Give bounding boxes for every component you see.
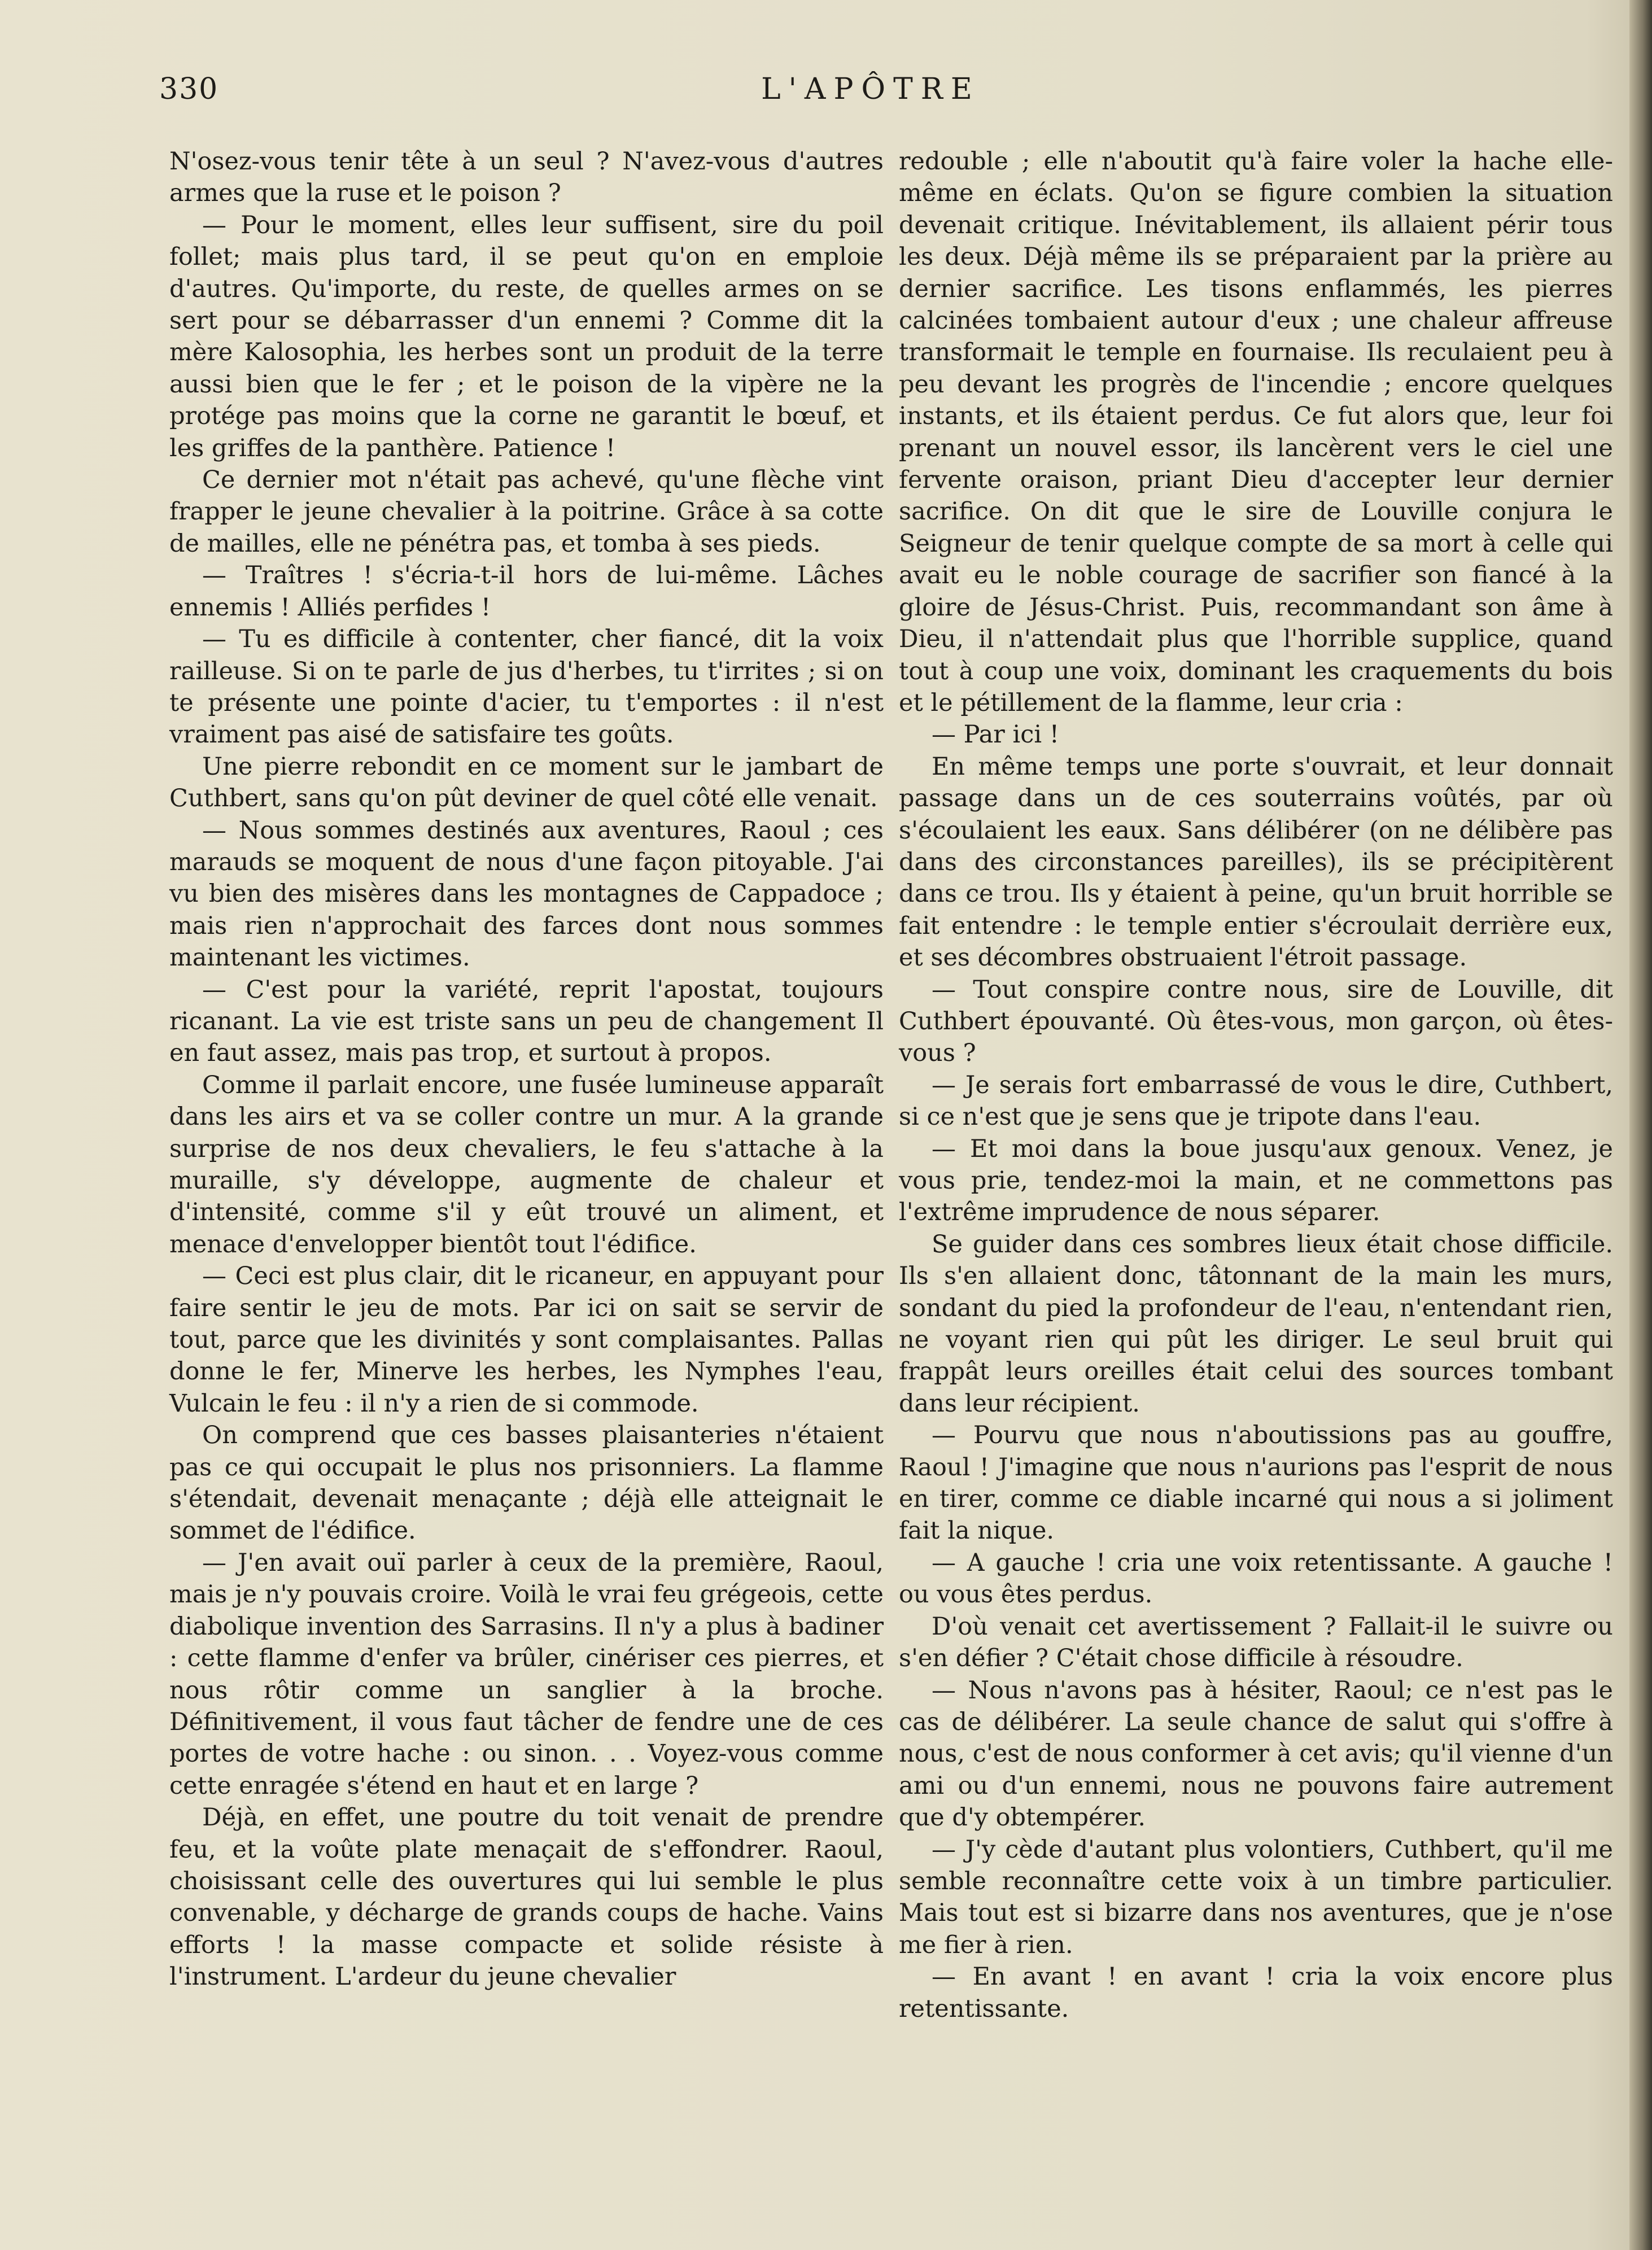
paragraph: — J'en avait ouï parler à ceux de la première, Raoul, mais je n'y pouvais croire. Voilà le vrai feu grégeois, cette diabolique invention des Sarrasins. Il n'y a plus à badiner : cette flamme d'enfer va brûler, cinériser ces pierres, et nous rôtir comme un sanglier à la broche. Définitivement, il vous faut tâcher de fendre une de ces portes de votre hache : ou sinon. . . Voyez-vous comme cette enragée s'étend en haut et en large ? bbox=[169, 1548, 884, 1800]
paragraph: Comme il parlait encore, une fusée lumineuse apparaît dans les airs et va se coller contre un mur. A la grande surprise de nos deux chevaliers, le feu s'attache à la muraille, s'y développe, augmente de chaleur et d'intensité, comme s'il y eût trouvé un aliment, et menace d'envelopper bientôt tout l'édifice. bbox=[169, 1071, 884, 1259]
paragraph: Ce dernier mot n'était pas achevé, qu'une flèche vint frapper le jeune chevalier à la poitrine. Grâce à sa cotte de mailles, elle ne pénétra pas, et tomba à ses pieds. bbox=[169, 466, 884, 558]
right-text-column bbox=[899, 146, 1613, 2025]
paragraph: Se guider dans ces sombres lieux était chose difficile. Ils s'en allaient donc, tâtonnant de la main les murs, sondant du pied la profondeur de l'eau, n'entendant rien, ne voyant rien qui pût les diriger. Le seul bruit qui frappât leurs oreilles était celui des sources tombant dans leur récipient. bbox=[899, 1230, 1613, 1418]
page-number: 330 bbox=[159, 72, 219, 106]
left-text-column bbox=[169, 146, 884, 1993]
paragraph: — Nous n'avons pas à hésiter, Raoul; ce n'est pas le cas de délibérer. La seule chance de salut qui s'offre à nous, c'est de nous conformer à cet avis; qu'il vienne d'un ami ou d'un ennemi, nous ne pouvons faire autrement que d'y obtempérer. bbox=[899, 1676, 1613, 1832]
paragraph: — Tout conspire contre nous, sire de Louville, dit Cuthbert épouvanté. Où êtes-vous, mon garçon, où êtes-vous ? bbox=[899, 975, 1613, 1068]
paragraph: N'osez-vous tenir tête à un seul ? N'avez-vous d'autres armes que la ruse et le poison ? bbox=[169, 147, 884, 208]
paragraph: — Nous sommes destinés aux aventures, Raoul ; ces marauds se moquent de nous d'une façon pitoyable. J'ai vu bien des misères dans les montagnes de Cappadoce ; mais rien n'approchait des farces dont nous sommes maintenant les victimes. bbox=[169, 816, 884, 972]
paragraph: — Pourvu que nous n'aboutissions pas au gouffre, Raoul ! J'imagine que nous n'aurions pas l'esprit de nous en tirer, comme ce diable incarné qui nous a si joliment fait la nique. bbox=[899, 1421, 1613, 1545]
paragraph: — A gauche ! cria une voix retentissante. A gauche ! ou vous êtes perdus. bbox=[899, 1548, 1613, 1609]
page-binding-edge bbox=[1629, 0, 1652, 2250]
paragraph: — Ceci est plus clair, dit le ricaneur, en appuyant pour faire sentir le jeu de mots. Par ici on sait se servir de tout, parce que les divinités y sont complaisantes. Pallas donne le fer, Minerve les herbes, les Nymphes l'eau, Vulcain le feu : il n'y a rien de si commode. bbox=[169, 1262, 884, 1418]
paragraph: On comprend que ces basses plaisanteries n'étaient pas ce qui occupait le plus nos prisonniers. La flamme s'étendait, devenait menaçante ; déjà elle atteignait le sommet de l'édifice. bbox=[169, 1421, 884, 1545]
paragraph: D'où venait cet avertissement ? Fallait-il le suivre ou s'en défier ? C'était chose difficile à résoudre. bbox=[899, 1612, 1613, 1673]
paragraph: — En avant ! en avant ! cria la voix encore plus retentissante. bbox=[899, 1963, 1613, 2023]
paragraph: Déjà, en effet, une poutre du toit venait de prendre feu, et la voûte plate menaçait de s'effondrer. Raoul, choisissant celle des ouvertures qui lui semble le plus convenable, y décharge de grands coups de hache. Vains efforts ! la masse compacte et solide résiste à l'instrument. L'ardeur du jeune chevalier bbox=[169, 1803, 884, 1991]
page-header bbox=[159, 72, 1582, 112]
paragraph: Une pierre rebondit en ce moment sur le jambart de Cuthbert, sans qu'on pût deviner de quel côté elle venait. bbox=[169, 752, 884, 813]
paragraph: — J'y cède d'autant plus volontiers, Cuthbert, qu'il me semble reconnaître cette voix à un timbre particulier. Mais tout est si bizarre dans nos aventures, que je n'ose me fier à rien. bbox=[899, 1835, 1613, 1959]
paragraph: — Tu es difficile à contenter, cher fiancé, dit la voix railleuse. Si on te parle de jus d'herbes, tu t'irrites ; si on te présente une pointe d'acier, tu t'emportes : il n'est vraiment pas aisé de satisfaire tes goûts. bbox=[169, 625, 884, 749]
paragraph: — Traîtres ! s'écria-t-il hors de lui-même. Lâches ennemis ! Alliés perfides ! bbox=[169, 561, 884, 622]
paragraph: — Par ici ! bbox=[932, 720, 1060, 749]
paragraph: En même temps une porte s'ouvrait, et leur donnait passage dans un de ces souterrains voûtés, par où s'écoulaient les eaux. Sans délibérer (on ne délibère pas dans des circonstances pareilles), ils se précipitèrent dans ce trou. Ils y étaient à peine, qu'un bruit horrible se fait entendre : le temple entier s'écroulait derrière eux, et ses décombres obstruaient l'étroit passage. bbox=[899, 752, 1613, 972]
paragraph: — Et moi dans la boue jusqu'aux genoux. Venez, je vous prie, tendez-moi la main, et ne commettons pas l'extrême imprudence de nous séparer. bbox=[899, 1134, 1613, 1227]
running-title: L'APÔTRE bbox=[761, 72, 980, 106]
paragraph: — Pour le moment, elles leur suffisent, sire du poil follet; mais plus tard, il se peut qu'on en emploie d'autres. Qu'importe, du reste, de quelles armes on se sert pour se débarrasser d'un ennemi ? Comme dit la mère Kalosophia, les herbes sont un produit de la terre aussi bien que le fer ; et le poison de la vipère ne la protége pas moins que la corne ne garantit le bœuf, et les griffes de la panthère. Patience ! bbox=[169, 211, 884, 462]
paragraph: — Je serais fort embarrassé de vous le dire, Cuthbert, si ce n'est que je sens que je tripote dans l'eau. bbox=[899, 1071, 1613, 1131]
paragraph: — C'est pour la variété, reprit l'apostat, toujours ricanant. La vie est triste sans un peu de changement Il en faut assez, mais pas trop, et surtout à propos. bbox=[169, 975, 884, 1068]
paragraph: redouble ; elle n'aboutit qu'à faire voler la hache elle-même en éclats. Qu'on se figure combien la situation devenait critique. Inévitablement, ils allaient périr tous les deux. Déjà même ils se préparaient par la prière au dernier sacrifice. Les tisons enflammés, les pierres calcinées tombaient autour d'eux ; une chaleur affreuse transformait le temple en fournaise. Ils reculaient peu à peu devant les progrès de l'incendie ; encore quelques instants, et ils étaient perdus. Ce fut alors que, leur foi prenant un nouvel essor, ils lancèrent vers le ciel une fervente oraison, priant Dieu d'accepter leur dernier sacrifice. On dit que le sire de Louville conjura le Seigneur de tenir quelque compte de sa mort à celle qui avait eu le noble courage de sacrifier son fiancé à la gloire de Jésus-Christ. Puis, recommandant son âme à Dieu, il n'attendait plus que l'horrible supplice, quand tout à coup une voix, dominant les craquements du bois et le pétillement de la flamme, leur cria : bbox=[899, 147, 1613, 717]
